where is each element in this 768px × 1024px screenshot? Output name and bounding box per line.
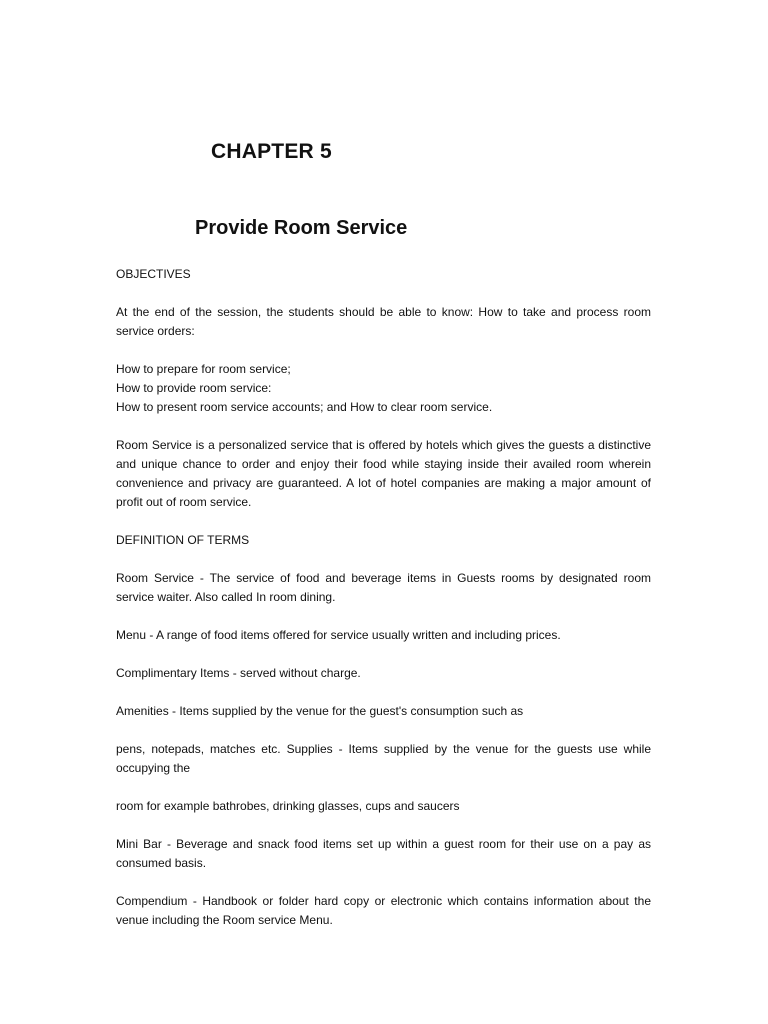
definition-paragraph: pens, notepads, matches etc. Supplies - Items supplied by the venue for the guests use while occupying the <box>116 742 651 775</box>
objective-item: How to provide room service: <box>116 381 272 395</box>
objectives-heading: OBJECTIVES <box>116 267 191 281</box>
definition-paragraph: Complimentary Items - served without charge. <box>116 666 361 680</box>
definition-paragraph: Menu - A range of food items offered for service usually written and including prices. <box>116 628 561 642</box>
chapter-title: Provide Room Service <box>195 217 408 239</box>
chapter-heading: CHAPTER 5 <box>211 140 332 163</box>
intro-paragraph: Room Service is a personalized service that is offered by hotels which gives the guests a distinctive and unique chance to order and enjoy their food while staying inside their availed room wherein convenience and privacy are guaranteed. A lot of hotel companies are making a major amount of profit out of room service. <box>116 438 651 509</box>
objective-item: How to prepare for room service; <box>116 362 291 376</box>
objectives-intro: At the end of the session, the students should be able to know: How to take and process room service orders: <box>116 305 651 338</box>
definitions-heading: DEFINITION OF TERMS <box>116 533 250 547</box>
definition-paragraph: Compendium - Handbook or folder hard copy or electronic which contains information about the venue including the Room service Menu. <box>116 894 651 927</box>
objective-item: How to present room service accounts; and How to clear room service. <box>116 400 493 414</box>
definition-paragraph: room for example bathrobes, drinking glasses, cups and saucers <box>116 799 460 813</box>
document-body <box>116 265 651 930</box>
definition-paragraph: Room Service - The service of food and beverage items in Guests rooms by designated room service waiter. Also called In room dining. <box>116 571 651 604</box>
definition-paragraph: Mini Bar - Beverage and snack food items set up within a guest room for their use on a pay as consumed basis. <box>116 837 651 870</box>
definition-paragraph: Amenities - Items supplied by the venue for the guest's consumption such as <box>116 704 524 718</box>
